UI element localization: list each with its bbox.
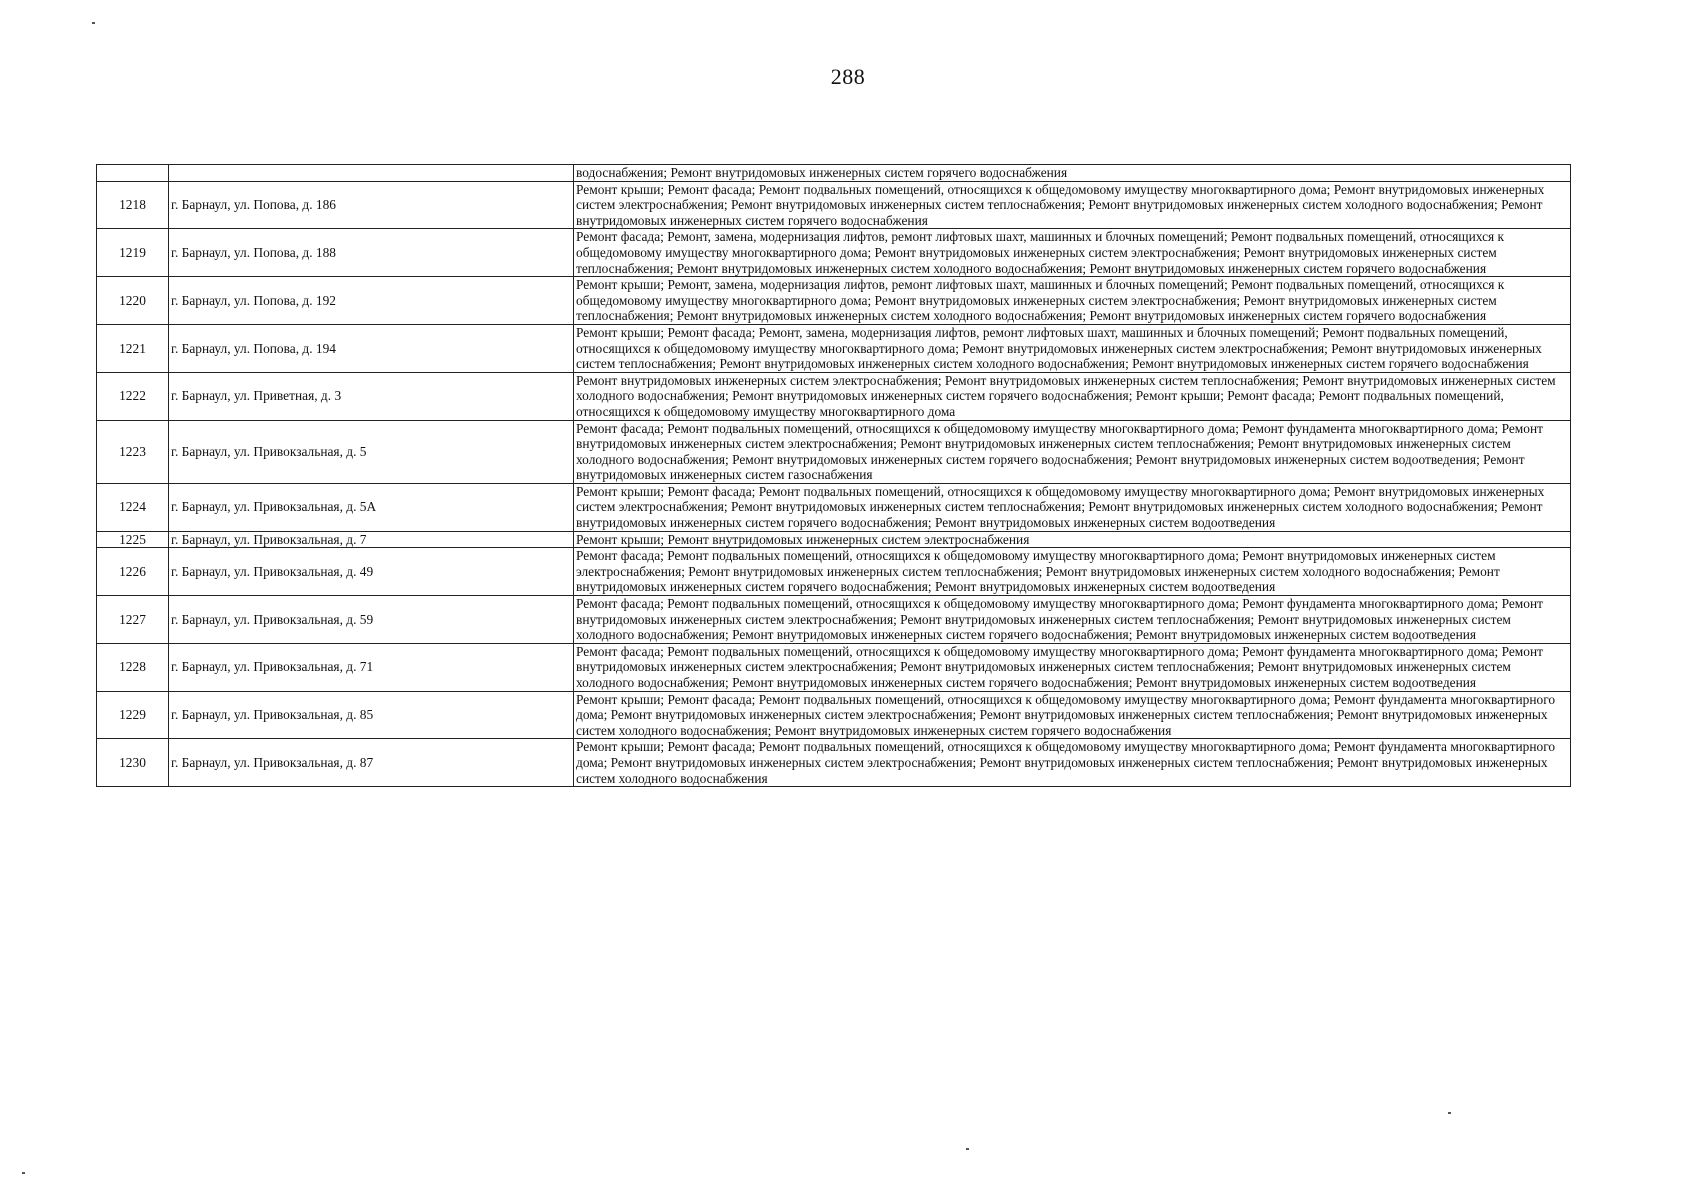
address-cell: г. Барнаул, ул. Привокзальная, д. 5А [169, 483, 574, 531]
works-cell: Ремонт фасада; Ремонт подвальных помещений, относящихся к общедомовому имуществу многоквартирного дома; Ремонт фундамента многоквартирного дома; Ремонт внутридомовых инженерных систем электроснабжения; Ремонт внутридомовых инженерных систем теплоснабжения; Ремонт внутридомовых инженерных систем холодного водоснабжения; Ремонт внутридомовых инженерных систем горячего водоснабжения; Ремонт внутридомовых инженерных систем водоотведения [574, 596, 1571, 644]
works-cell: Ремонт внутридомовых инженерных систем электроснабжения; Ремонт внутридомовых инженерных систем теплоснабжения; Ремонт внутридомовых инженерных систем холодного водоснабжения; Ремонт внутридомовых инженерных систем горячего водоснабжения; Ремонт крыши; Ремонт фасада; Ремонт подвальных помещений, относящихся к общедомовому имуществу многоквартирного дома [574, 372, 1571, 420]
address-cell: г. Барнаул, ул. Привокзальная, д. 7 [169, 531, 574, 548]
table-row [97, 324, 1571, 372]
table-row [97, 531, 1571, 548]
row-number-cell: 1220 [97, 277, 169, 325]
row-number-cell: 1224 [97, 483, 169, 531]
works-cell: Ремонт крыши; Ремонт, замена, модернизация лифтов, ремонт лифтовых шахт, машинных и блочных помещений; Ремонт подвальных помещений, относящихся к общедомовому имуществу многоквартирного дома; Ремонт внутридомовых инженерных систем электроснабжения; Ремонт внутридомовых инженерных систем теплоснабжения; Ремонт внутридомовых инженерных систем холодного водоснабжения; Ремонт внутридомовых инженерных систем горячего водоснабжения [574, 277, 1571, 325]
scan-artifact [92, 22, 95, 24]
works-cell: Ремонт крыши; Ремонт фасада; Ремонт, замена, модернизация лифтов, ремонт лифтовых шахт, машинных и блочных помещений; Ремонт подвальных помещений, относящихся к общедомовому имуществу многоквартирного дома; Ремонт внутридомовых инженерных систем электроснабжения; Ремонт внутридомовых инженерных систем теплоснабжения; Ремонт внутридомовых инженерных систем холодного водоснабжения; Ремонт внутридомовых инженерных систем горячего водоснабжения [574, 324, 1571, 372]
page-number: 288 [830, 64, 866, 89]
works-cell: водоснабжения; Ремонт внутридомовых инженерных систем горячего водоснабжения [574, 165, 1571, 182]
address-cell: г. Барнаул, ул. Привокзальная, д. 59 [169, 596, 574, 644]
registry-table [96, 164, 1571, 787]
works-cell: Ремонт фасада; Ремонт, замена, модернизация лифтов, ремонт лифтовых шахт, машинных и блочных помещений; Ремонт подвальных помещений, относящихся к общедомовому имуществу многоквартирного дома; Ремонт внутридомовых инженерных систем электроснабжения; Ремонт внутридомовых инженерных систем теплоснабжения; Ремонт внутридомовых инженерных систем холодного водоснабжения; Ремонт внутридомовых инженерных систем горячего водоснабжения [574, 229, 1571, 277]
table-row [97, 277, 1571, 325]
registry-table-container [96, 164, 1570, 787]
row-number-cell: 1228 [97, 643, 169, 691]
table-row [97, 483, 1571, 531]
row-number-cell: 1219 [97, 229, 169, 277]
table-row [97, 181, 1571, 229]
row-number-cell: 1230 [97, 739, 169, 787]
row-number-cell: 1222 [97, 372, 169, 420]
table-row [97, 420, 1571, 483]
works-cell: Ремонт крыши; Ремонт фасада; Ремонт подвальных помещений, относящихся к общедомовому имуществу многоквартирного дома; Ремонт фундамента многоквартирного дома; Ремонт внутридомовых инженерных систем электроснабжения; Ремонт внутридомовых инженерных систем теплоснабжения; Ремонт внутридомовых инженерных систем холодного водоснабжения; Ремонт внутридомовых инженерных систем горячего водоснабжения [574, 691, 1571, 739]
address-cell: г. Барнаул, ул. Привокзальная, д. 87 [169, 739, 574, 787]
row-number-cell: 1227 [97, 596, 169, 644]
table-row [97, 596, 1571, 644]
table-row [97, 643, 1571, 691]
address-cell [169, 165, 574, 182]
table-row [97, 165, 1571, 182]
address-cell: г. Барнаул, ул. Приветная, д. 3 [169, 372, 574, 420]
works-cell: Ремонт крыши; Ремонт фасада; Ремонт подвальных помещений, относящихся к общедомовому имуществу многоквартирного дома; Ремонт внутридомовых инженерных систем электроснабжения; Ремонт внутридомовых инженерных систем теплоснабжения; Ремонт внутридомовых инженерных систем холодного водоснабжения; Ремонт внутридомовых инженерных систем горячего водоснабжения [574, 181, 1571, 229]
address-cell: г. Барнаул, ул. Привокзальная, д. 5 [169, 420, 574, 483]
address-cell: г. Барнаул, ул. Попова, д. 186 [169, 181, 574, 229]
address-cell: г. Барнаул, ул. Привокзальная, д. 71 [169, 643, 574, 691]
row-number-cell [97, 165, 169, 182]
row-number-cell: 1226 [97, 548, 169, 596]
address-cell: г. Барнаул, ул. Попова, д. 194 [169, 324, 574, 372]
works-cell: Ремонт фасада; Ремонт подвальных помещений, относящихся к общедомовому имуществу многоквартирного дома; Ремонт фундамента многоквартирного дома; Ремонт внутридомовых инженерных систем электроснабжения; Ремонт внутридомовых инженерных систем теплоснабжения; Ремонт внутридомовых инженерных систем холодного водоснабжения; Ремонт внутридомовых инженерных систем горячего водоснабжения; Ремонт внутридомовых инженерных систем водоотведения; Ремонт внутридомовых инженерных систем газоснабжения [574, 420, 1571, 483]
row-number-cell: 1229 [97, 691, 169, 739]
row-number-cell: 1221 [97, 324, 169, 372]
row-number-cell: 1223 [97, 420, 169, 483]
scan-artifact [966, 1148, 969, 1150]
works-cell: Ремонт крыши; Ремонт фасада; Ремонт подвальных помещений, относящихся к общедомовому имуществу многоквартирного дома; Ремонт фундамента многоквартирного дома; Ремонт внутридомовых инженерных систем электроснабжения; Ремонт внутридомовых инженерных систем теплоснабжения; Ремонт внутридомовых инженерных систем холодного водоснабжения [574, 739, 1571, 787]
row-number-cell: 1218 [97, 181, 169, 229]
address-cell: г. Барнаул, ул. Привокзальная, д. 85 [169, 691, 574, 739]
scan-artifact [1448, 1112, 1451, 1114]
table-row [97, 372, 1571, 420]
table-row [97, 739, 1571, 787]
works-cell: Ремонт фасада; Ремонт подвальных помещений, относящихся к общедомовому имуществу многоквартирного дома; Ремонт внутридомовых инженерных систем электроснабжения; Ремонт внутридомовых инженерных систем теплоснабжения; Ремонт внутридомовых инженерных систем холодного водоснабжения; Ремонт внутридомовых инженерных систем горячего водоснабжения; Ремонт внутридомовых инженерных систем водоотведения [574, 548, 1571, 596]
address-cell: г. Барнаул, ул. Попова, д. 188 [169, 229, 574, 277]
works-cell: Ремонт крыши; Ремонт внутридомовых инженерных систем электроснабжения [574, 531, 1571, 548]
table-row [97, 691, 1571, 739]
works-cell: Ремонт фасада; Ремонт подвальных помещений, относящихся к общедомовому имуществу многоквартирного дома; Ремонт фундамента многоквартирного дома; Ремонт внутридомовых инженерных систем электроснабжения; Ремонт внутридомовых инженерных систем теплоснабжения; Ремонт внутридомовых инженерных систем холодного водоснабжения; Ремонт внутридомовых инженерных систем горячего водоснабжения; Ремонт внутридомовых инженерных систем водоотведения [574, 643, 1571, 691]
table-row [97, 229, 1571, 277]
row-number-cell: 1225 [97, 531, 169, 548]
table-row [97, 548, 1571, 596]
works-cell: Ремонт крыши; Ремонт фасада; Ремонт подвальных помещений, относящихся к общедомовому имуществу многоквартирного дома; Ремонт внутридомовых инженерных систем электроснабжения; Ремонт внутридомовых инженерных систем теплоснабжения; Ремонт внутридомовых инженерных систем холодного водоснабжения; Ремонт внутридомовых инженерных систем горячего водоснабжения; Ремонт внутридомовых инженерных систем водоотведения [574, 483, 1571, 531]
address-cell: г. Барнаул, ул. Попова, д. 192 [169, 277, 574, 325]
scan-artifact [22, 1172, 25, 1174]
address-cell: г. Барнаул, ул. Привокзальная, д. 49 [169, 548, 574, 596]
